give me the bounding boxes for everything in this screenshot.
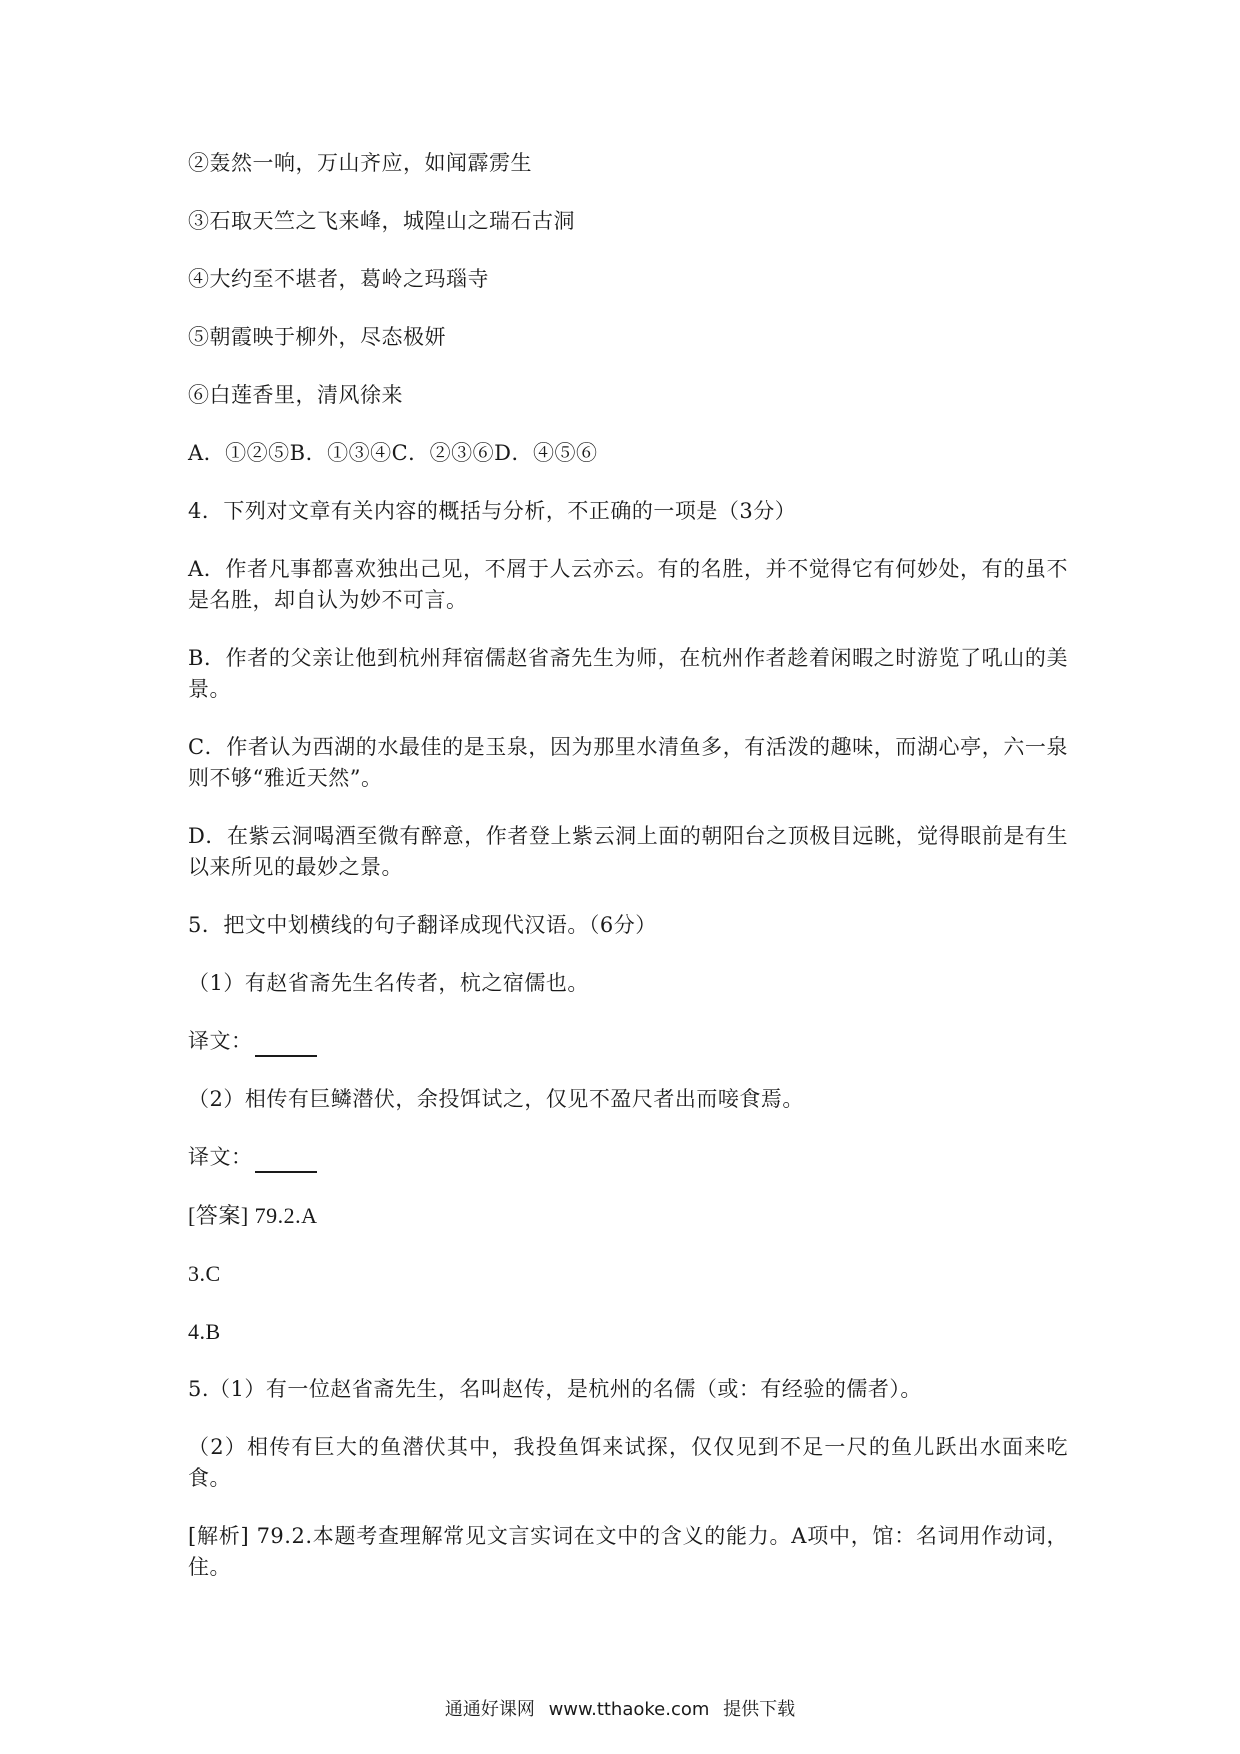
choice-line-q3: A．①②⑤B．①③④C．②③⑥D．④⑤⑥ — [188, 441, 598, 465]
option-line-3: ③石取天竺之飞来峰，城隍山之瑞石古洞 — [188, 209, 575, 233]
q4-option-c: C．作者认为西湖的水最佳的是玉泉，因为那里水清鱼多，有活泼的趣味，而湖心亭，六一泉则不够“雅近天然”。 — [188, 735, 1068, 790]
option-line-5: ⑤朝霞映于柳外，尽态极妍 — [188, 325, 446, 349]
q4-option-a: A．作者凡事都喜欢独出己见，不屑于人云亦云。有的名胜，并不觉得它有何妙处，有的虽不是名胜，却自认为妙不可言。 — [188, 557, 1068, 612]
option-line-2: ②轰然一响，万山齐应，如闻霹雳生 — [188, 151, 532, 175]
question-4: 4．下列对文章有关内容的概括与分析，不正确的一项是（3分） — [188, 499, 797, 523]
answer-5-2: （2）相传有巨大的鱼潜伏其中，我投鱼饵来试探，仅仅见到不足一尺的鱼儿跃出水面来吃食。 — [188, 1435, 1068, 1490]
option-line-4: ④大约至不堪者，葛岭之玛瑙寺 — [188, 267, 489, 291]
page-footer — [0, 1699, 1240, 1721]
analysis: [解析] 79.2.本题考查理解常见文言实词在文中的含义的能力。A项中，馆：名词用作动词，住。 — [188, 1524, 1068, 1579]
answer-blank-2[interactable] — [255, 1151, 317, 1173]
document-body — [188, 148, 1068, 1610]
question-5: 5．把文中划横线的句子翻译成现代汉语。（6分） — [188, 913, 657, 937]
q5-sentence-2: （2）相传有巨鳞潜伏，余投饵试之，仅见不盈尺者出而唼食焉。 — [188, 1087, 804, 1111]
q4-option-b: B．作者的父亲让他到杭州拜宿儒赵省斋先生为师，在杭州作者趁着闲暇之时游览了吼山的美景。 — [188, 646, 1068, 701]
option-line-6: ⑥白莲香里，清风徐来 — [188, 383, 403, 407]
translation-line-1 — [188, 1026, 1068, 1057]
footer-site-name: 通通好课网 — [444, 1699, 535, 1720]
footer-url[interactable]: www.tthaoke.com — [548, 1699, 710, 1720]
translation-label-2: 译文： — [188, 1145, 253, 1169]
answer-3: 3.C — [188, 1261, 221, 1286]
translation-label-1: 译文： — [188, 1029, 253, 1053]
translation-line-2 — [188, 1142, 1068, 1173]
q5-sentence-1: （1）有赵省斋先生名传者，杭之宿儒也。 — [188, 971, 589, 995]
q4-option-d: D．在紫云洞喝酒至微有醉意，作者登上紫云洞上面的朝阳台之顶极目远眺，觉得眼前是有生以来所见的最妙之景。 — [188, 824, 1068, 879]
answer-4: 4.B — [188, 1319, 221, 1344]
answer-blank-1[interactable] — [255, 1035, 317, 1057]
answer-5-1: 5.（1）有一位赵省斋先生，名叫赵传，是杭州的名儒（或：有经验的儒者）。 — [188, 1377, 922, 1401]
footer-note: 提供下载 — [723, 1699, 796, 1720]
answer-header: [答案] 79.2.A — [188, 1203, 318, 1228]
